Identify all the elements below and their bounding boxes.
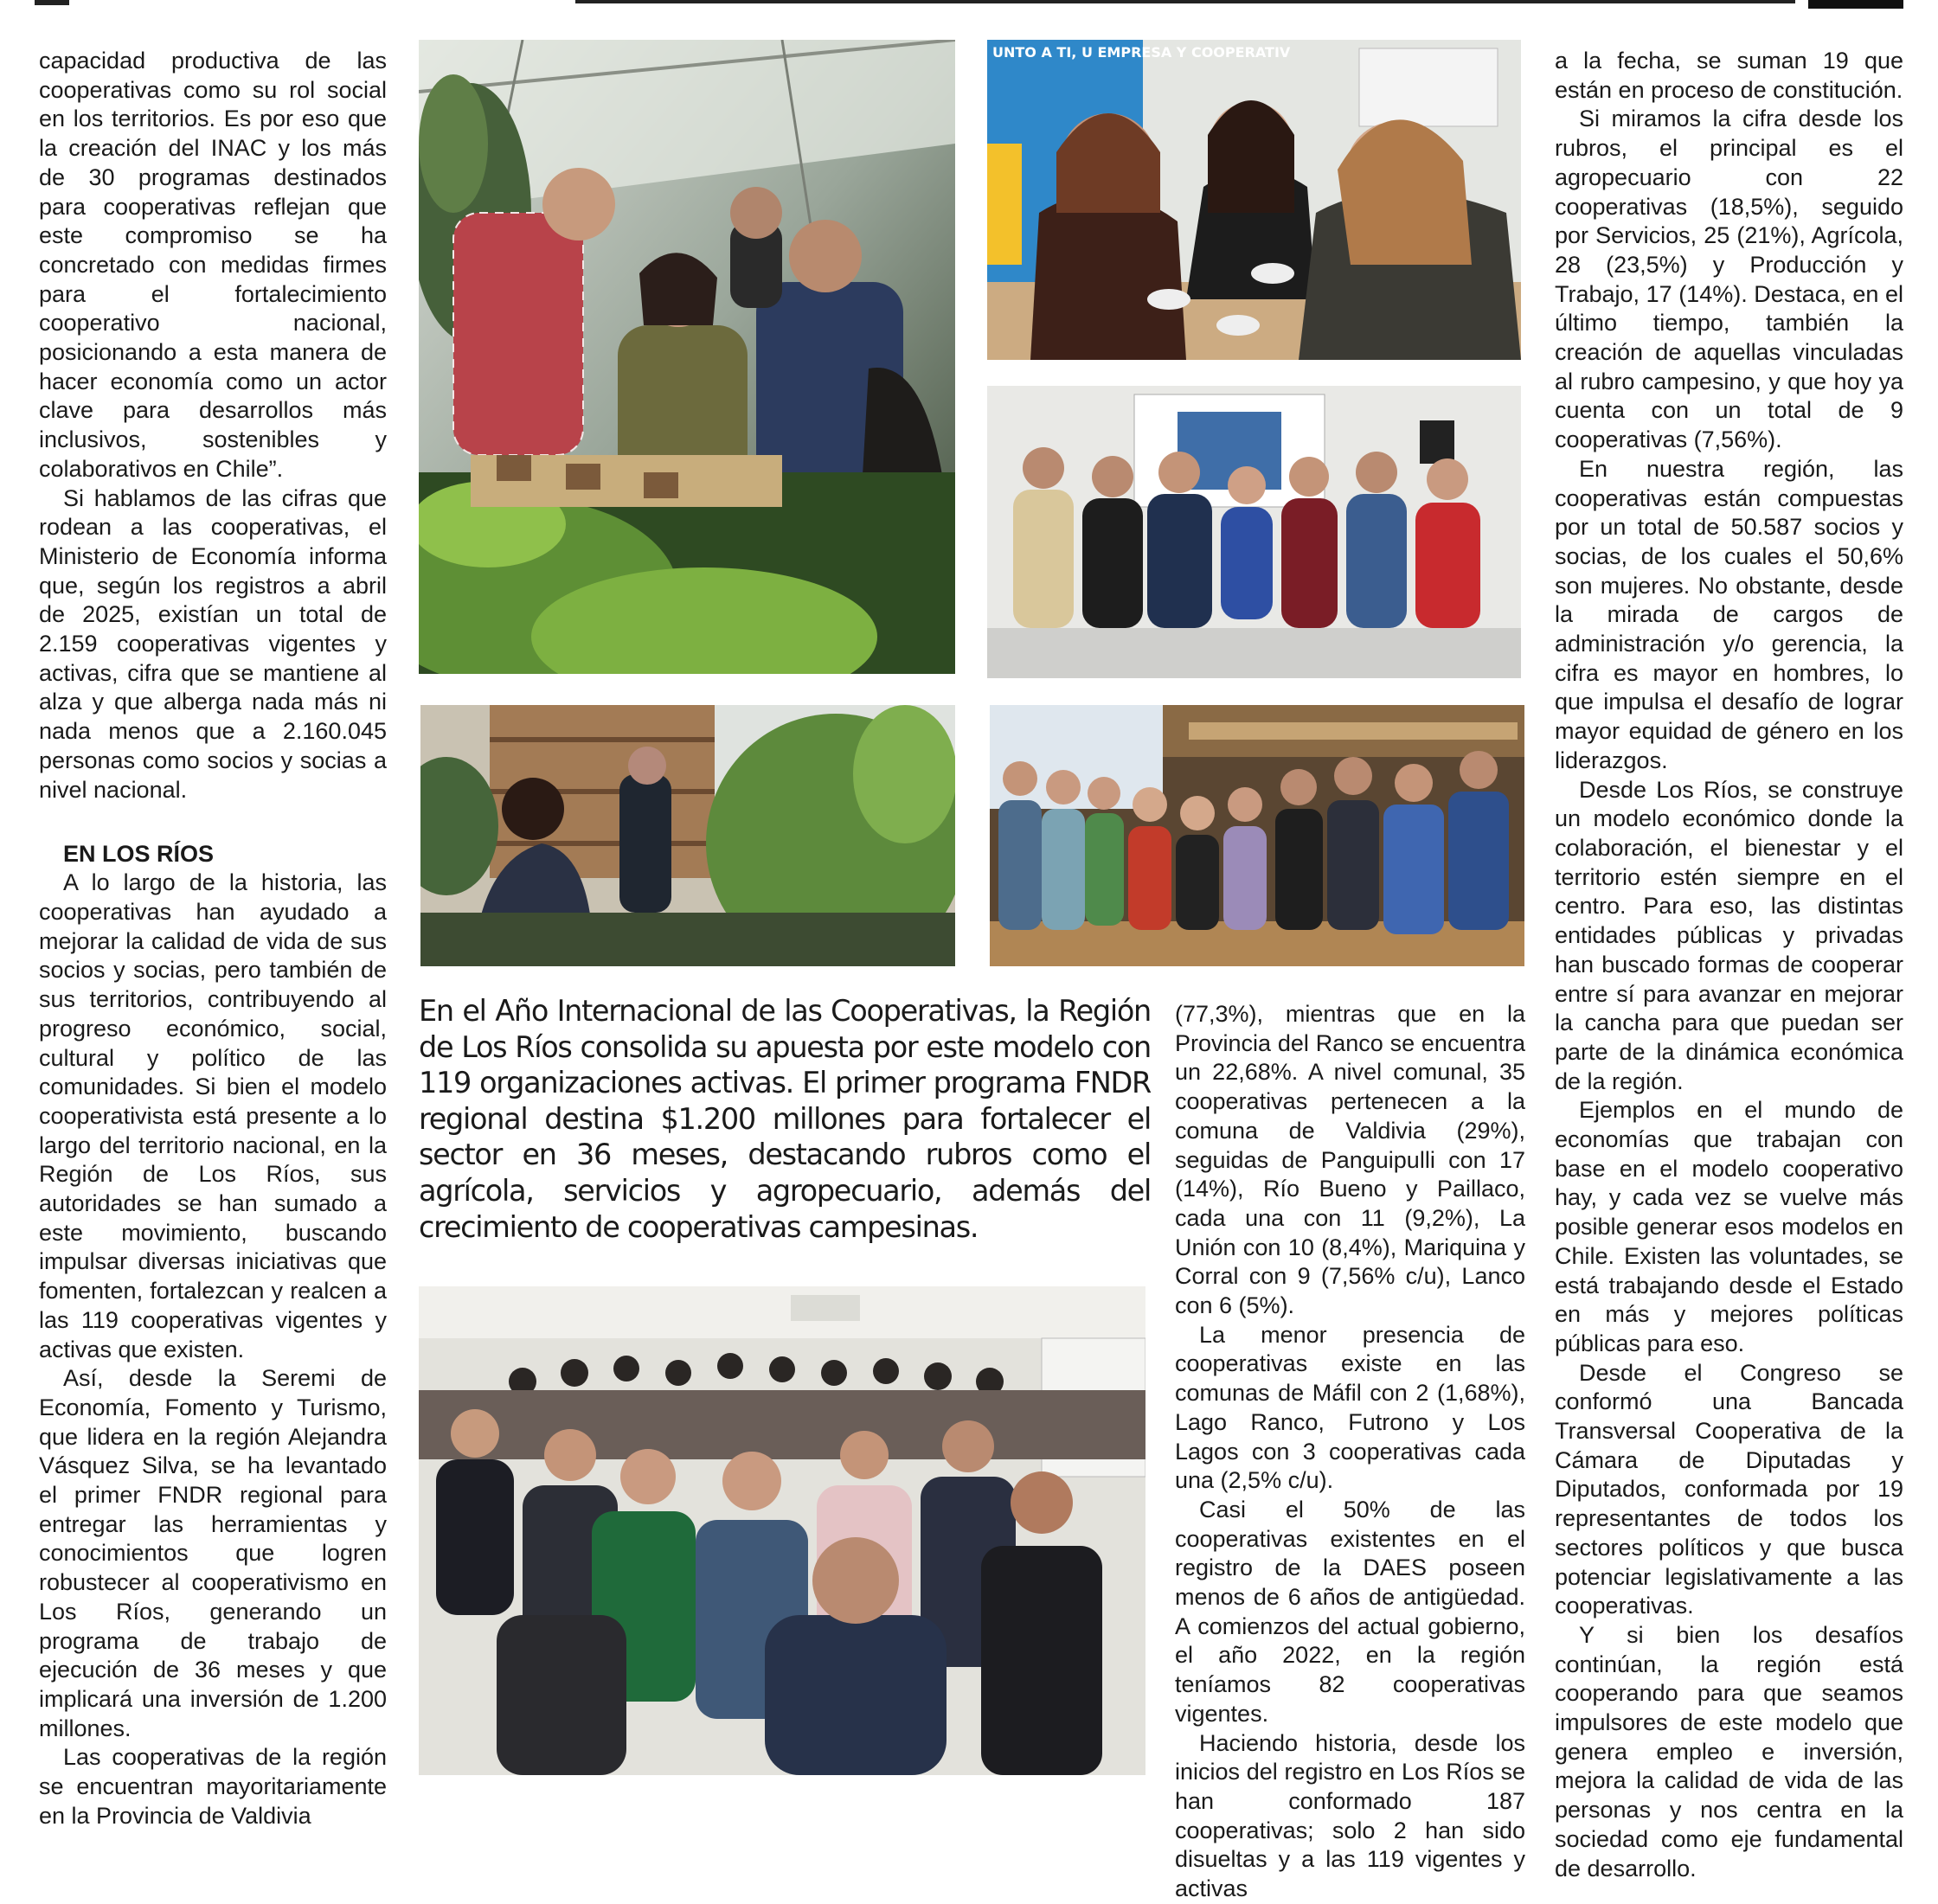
article-deck: En el Año Internacional de las Cooperativas, la Región de Los Ríos consolida su apuesta por este modelo con 119 organizaciones activas. El primer programa FNDR regional destina $1.200 millones para fortalecer el sector en 36 meses, destacando rubros como el agrícola, servicios y agropecuario, además del crecimiento de cooperativas campesinas. — [419, 994, 1151, 1244]
publication-logo-mark — [1808, 0, 1903, 9]
page-top-rule — [0, 0, 1938, 7]
photo-group-authorities — [987, 386, 1521, 678]
photo-audience-seminar — [419, 1286, 1145, 1775]
paragraph: Si hablamos de las cifras que rodean a las cooperativas, el Ministerio de Economía informa que, según los registros a abril de 2025, existían un total de 2.159 cooperativas vigentes y activas, cifra que se mantiene al alza y que alberga nada más ni nada menos que a 2.160.045 personas como socios y socias a nivel nacional. — [39, 484, 387, 803]
photo-workshop-women — [987, 40, 1521, 360]
paragraph: La menor presencia de cooperativas existe en las comunas de Máfil con 2 (1,68%), Lago Ranco, Futrono y Los Lagos con 3 cooperativas cada una (2,5% c/u). — [1175, 1321, 1525, 1494]
article-column-4 — [1555, 47, 1903, 1883]
paragraph: Si miramos la cifra desde los rubros, el principal es el agropecuario con 22 cooperativas (18,5%), seguido por Servicios, 25 (21%), Agrícola, 28 (23,5%) y Producción y Trabajo, 17 (14%). Destaca, en el último tiempo, también la creación de aquellas vinculadas al rubro campesino, y que hoy ya cuenta con un total de 9 cooperativas (7,56%). — [1555, 106, 1903, 453]
section-subhead: EN LOS RÍOS — [63, 841, 215, 868]
paragraph: Y si bien los desafíos continúan, la región está cooperando para que seamos impulsores de este modelo que genera empleo e inversión, mejora la calidad de vida de las personas y nos centra en la sociedad como eje fundamental de desarrollo. — [1555, 1621, 1903, 1882]
paragraph: Así, desde la Seremi de Economía, Fomento y Turismo, que lidera en la región Alejandra Vásquez Silva, se ha levantado el primer FNDR regional para entregar las herramientas y conocimientos que logren robustecer al cooperativismo en Los Ríos, generando un programa de trabajo de ejecución de 36 meses y que implicará una inversión de 1.200 millones. — [39, 1365, 387, 1741]
article-column-1 — [39, 47, 387, 1830]
paragraph: (77,3%), mientras que en la Provincia del Ranco se encuentra un 22,68%. A nivel comunal, 35 cooperativas pertenecen a la comuna de Valdivia (29%), seguidas de Panguipulli con 17 (14%), Río Bueno y Paillaco, cada una con 11 (9,2%), La Unión con 10 (8,4%), Mariquina y Corral con 9 (7,56% c/u), Lanco con 6 (5%). — [1175, 1001, 1525, 1319]
paragraph: Las cooperativas de la región se encuentran mayoritariamente en la Provincia de Valdivia — [39, 1744, 387, 1829]
top-rule-left — [35, 0, 69, 5]
paragraph: Desde Los Ríos, se construye un modelo económico donde la colaboración, el bienestar y el territorio estén siempre en el centro. Para eso, las distintas entidades públicas y privadas han buscado formas de cooperar entre sí para avanzar en mejorar la cancha para que puedan ser parte de la dinámica económica de la región. — [1555, 776, 1903, 1094]
top-rule-right — [575, 0, 1795, 3]
banner-text: UNTO A TI, U EMPRESA Y COOPERATIV — [992, 44, 1291, 61]
paragraph: Desde el Congreso se conformó una Bancada Transversal Cooperativa de la Cámara de Diputadas y Diputados, conformada por 19 representantes de todos los sectores políticos y que busca potenciar legislativamente a las cooperativas. — [1555, 1359, 1903, 1619]
photo-cooperative-shop — [990, 705, 1524, 966]
photo-greenhouse-plants — [420, 705, 955, 966]
paragraph: Ejemplos en el mundo de economías que trabajan con base en el modelo cooperativo hay, y cada vez se vuelve más posible generar esos modelos en Chile. Existen las voluntades, se está trabajando desde el Estado en más y mejores políticas públicas para eso. — [1555, 1097, 1903, 1356]
article-column-3 — [1175, 1000, 1525, 1904]
paragraph: Casi el 50% de las cooperativas existentes en el registro de la DAES poseen menos de 6 años de antigüedad. A comienzos del actual gobierno, el año 2022, en la región teníamos 82 cooperativas vigentes. — [1175, 1496, 1525, 1727]
paragraph: a la fecha, se suman 19 que están en proceso de constitución. — [1555, 48, 1903, 103]
paragraph: En nuestra región, las cooperativas están compuestas por un total de 50.587 socios y socias, de los cuales el 50,6% son mujeres. No obstante, desde la mirada de cargos de administración y/o gerencia, la cifra es mayor en hombres, lo que impulsa el desafío de lograr mayor equidad de género en los liderazgos. — [1555, 455, 1903, 773]
paragraph: capacidad productiva de las cooperativas como su rol social en los territorios. Es por eso que la creación del INAC y los más de 30 programas destinados para cooperativas reflejan que este compromiso se ha concretado con medidas firmes para el fortalecimiento cooperativo nacional, posicionando a esta manera de hacer economía como un actor clave para desarrollos más inclusivos, sostenibles y colaborativos en Chile”. — [39, 48, 387, 482]
paragraph: Haciendo historia, desde los inicios del registro en Los Ríos se han conformado 187 cooperativas; solo 2 han sido disueltas y a las 119 vigentes y activas — [1175, 1729, 1525, 1902]
paragraph: A lo largo de la historia, las cooperativas han ayudado a mejorar la calidad de vida de sus socios y socias, pero también de sus territorios, contribuyendo al progreso económico, social, cultural y político de las comunidades. Si bien el modelo cooperativista está presente a lo largo del territorio nacional, en la Región de Los Ríos, sus autoridades se han sumado a este movimiento, buscando impulsar diversas iniciativas que fomenten, fortalezcan y realcen a las 119 cooperativas vigentes y activas que existen. — [39, 869, 387, 1362]
photo-greenhouse-visit — [419, 40, 955, 674]
